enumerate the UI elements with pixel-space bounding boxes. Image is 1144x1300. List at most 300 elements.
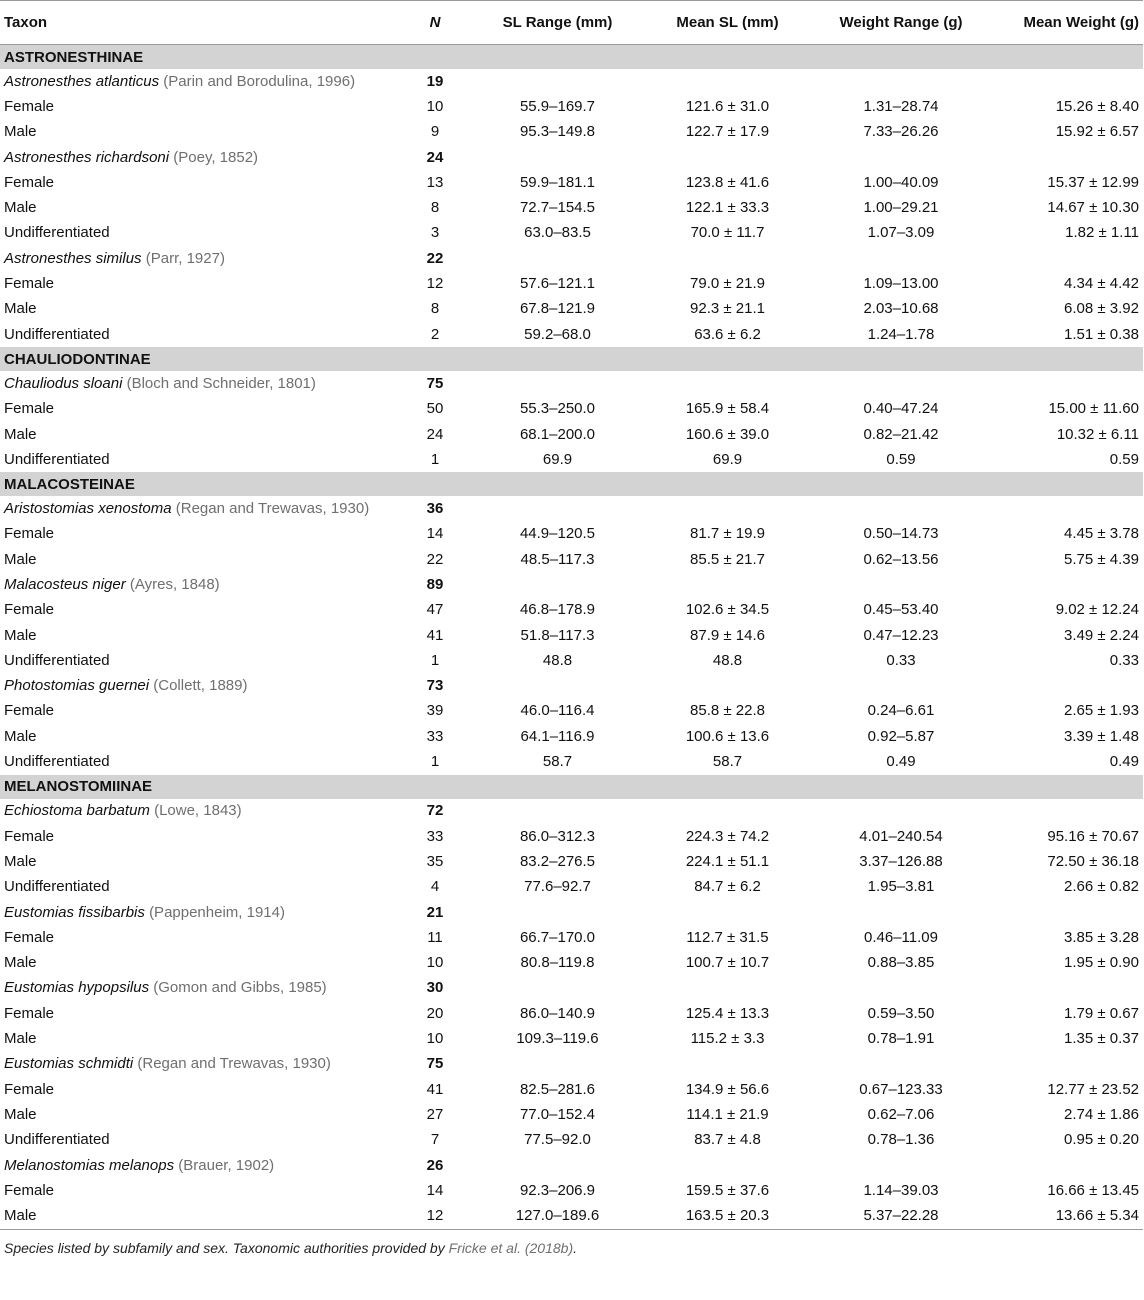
n-value: 1 (430, 651, 440, 669)
species-cell (0, 572, 395, 597)
species-authority: (Gomon and Gibbs, 1985) (153, 979, 327, 997)
sl-range-value: 59.2–68.0 (524, 325, 591, 343)
sl-range-value: 64.1–116.9 (520, 727, 595, 745)
mean-sl-value: 115.2 ± 3.3 (690, 1030, 765, 1048)
species-n: 89 (426, 575, 444, 593)
empty-cell (640, 1153, 815, 1178)
sex-row (0, 1128, 1143, 1153)
mean-weight-value: 15.26 ± 8.40 (1055, 97, 1139, 115)
mean-weight-value: 10.32 ± 6.11 (1056, 425, 1139, 443)
mean-sl-value: 84.7 ± 6.2 (694, 878, 761, 896)
mean-weight-value: 3.85 ± 3.28 (1064, 928, 1139, 946)
weight-range-value: 0.24–6.61 (867, 702, 935, 720)
sex-row (0, 447, 1143, 472)
header-weight-range: Weight Range (g) (815, 1, 987, 45)
sex-label: Undifferentiated (4, 1131, 110, 1149)
mean-sl-value: 122.7 ± 17.9 (685, 123, 770, 141)
sex-label: Female (4, 97, 55, 115)
sl-range-value: 58.7 (542, 753, 573, 771)
weight-range-value: 0.88–3.85 (867, 954, 935, 972)
sex-row (0, 598, 1143, 623)
species-cell (0, 1153, 395, 1178)
empty-cell (815, 246, 987, 271)
mean-sl-value: 69.9 (712, 450, 743, 468)
weight-range-value: 7.33–26.26 (863, 123, 939, 141)
mean-sl-value: 92.3 ± 21.1 (690, 300, 765, 318)
mean-sl-value: 85.5 ± 21.7 (690, 550, 765, 568)
subfamily-row (0, 347, 1143, 371)
sl-range-value: 57.6–121.1 (519, 275, 596, 293)
sex-row (0, 824, 1143, 849)
weight-range-value: 1.00–40.09 (863, 173, 939, 191)
sex-row (0, 397, 1143, 422)
mean-weight-value: 13.66 ± 5.34 (1055, 1207, 1139, 1225)
n-value: 13 (426, 173, 444, 191)
empty-cell (640, 799, 815, 824)
mean-sl-value: 79.0 ± 21.9 (690, 275, 765, 293)
sex-label: Female (4, 601, 55, 619)
weight-range-value: 1.31–28.74 (863, 97, 939, 115)
mean-weight-value: 1.35 ± 0.37 (1064, 1030, 1139, 1048)
empty-cell (987, 900, 1143, 925)
species-authority: (Parr, 1927) (145, 249, 225, 267)
sex-label: Male (4, 626, 37, 644)
species-name: Eustomias schmidti (4, 1055, 134, 1073)
mean-weight-value: 4.34 ± 4.42 (1064, 275, 1139, 293)
species-n: 75 (426, 374, 444, 392)
mean-sl-value: 83.7 ± 4.8 (694, 1131, 761, 1149)
mean-weight-value: 0.95 ± 0.20 (1064, 1131, 1139, 1149)
sl-range-value: 77.0–152.4 (519, 1105, 596, 1123)
empty-cell (815, 69, 987, 94)
species-authority: (Regan and Trewavas, 1930) (137, 1055, 331, 1073)
subfamily-row (0, 45, 1143, 70)
subfamily-row (0, 472, 1143, 496)
mean-weight-value: 0.33 (1109, 651, 1139, 669)
sl-range-value: 67.8–121.9 (519, 300, 596, 318)
weight-range-value: 1.00–29.21 (863, 199, 939, 217)
n-value: 41 (426, 626, 444, 644)
sex-label: Undifferentiated (4, 878, 110, 896)
empty-cell (987, 496, 1143, 521)
sex-row (0, 195, 1143, 220)
sl-range-value: 46.8–178.9 (519, 601, 596, 619)
n-value: 11 (427, 928, 443, 946)
mean-weight-value: 0.59 (1109, 450, 1139, 468)
weight-range-value: 1.07–3.09 (867, 224, 935, 242)
species-n: 22 (426, 249, 444, 267)
mean-weight-value: 15.37 ± 12.99 (1047, 173, 1139, 191)
sex-row (0, 875, 1143, 900)
mean-weight-value: 1.79 ± 0.67 (1064, 1004, 1139, 1022)
weight-range-value: 0.78–1.91 (867, 1030, 935, 1048)
mean-sl-value: 48.8 (712, 651, 743, 669)
species-row (0, 246, 1143, 271)
n-value: 2 (430, 325, 440, 343)
footnote-text: Species listed by subfamily and sex. Taxonomic authorities provided by (4, 1239, 449, 1256)
empty-cell (640, 674, 815, 699)
n-value: 39 (426, 702, 444, 720)
weight-range-value: 0.50–14.73 (863, 525, 939, 543)
empty-cell (987, 976, 1143, 1001)
sl-range-value: 44.9–120.5 (519, 525, 596, 543)
n-value: 41 (426, 1080, 444, 1098)
sex-label: Undifferentiated (4, 325, 110, 343)
n-value: 12 (426, 1207, 444, 1225)
sl-range-value: 92.3–206.9 (519, 1181, 596, 1199)
weight-range-value: 0.78–1.36 (867, 1131, 935, 1149)
sex-row (0, 1077, 1143, 1102)
mean-sl-value: 85.8 ± 22.8 (690, 702, 765, 720)
sl-range-value: 86.0–312.3 (519, 827, 596, 845)
sex-label: Female (4, 702, 55, 720)
species-cell (0, 799, 395, 824)
weight-range-value: 5.37–22.28 (863, 1207, 939, 1225)
n-value: 8 (430, 300, 440, 318)
mean-weight-value: 1.82 ± 1.11 (1065, 224, 1139, 242)
mean-sl-value: 112.7 ± 31.5 (686, 928, 769, 946)
sl-range-value: 66.7–170.0 (519, 928, 596, 946)
sex-label: Female (4, 827, 55, 845)
empty-cell (640, 496, 815, 521)
species-cell (0, 371, 395, 396)
sex-label: Female (4, 400, 55, 418)
n-value: 14 (426, 1181, 444, 1199)
empty-cell (815, 1052, 987, 1077)
mean-sl-value: 159.5 ± 37.6 (685, 1181, 770, 1199)
weight-range-value: 0.62–7.06 (867, 1105, 935, 1123)
footnote-citation-link[interactable]: Fricke et al. (2018b) (448, 1239, 574, 1256)
sl-range-value: 77.6–92.7 (524, 878, 591, 896)
n-value: 4 (430, 878, 440, 896)
n-value: 22 (426, 550, 444, 568)
weight-range-value: 2.03–10.68 (863, 300, 939, 318)
empty-cell (815, 572, 987, 597)
mean-weight-value: 9.02 ± 12.24 (1055, 601, 1139, 619)
header-taxon: Taxon (0, 1, 395, 45)
weight-range-value: 0.67–123.33 (859, 1080, 943, 1098)
species-cell (0, 246, 395, 271)
species-name: Astronesthes atlanticus (4, 72, 160, 90)
sex-label: Undifferentiated (4, 753, 110, 771)
species-row (0, 674, 1143, 699)
sl-range-value: 55.9–169.7 (519, 97, 596, 115)
table-body (0, 45, 1143, 1229)
species-name: Astronesthes richardsoni (4, 148, 170, 166)
species-name: Malacosteus niger (4, 575, 126, 593)
empty-cell (815, 145, 987, 170)
sl-range-value: 95.3–149.8 (519, 123, 596, 141)
empty-cell (987, 145, 1143, 170)
species-authority: (Lowe, 1843) (154, 802, 242, 820)
sex-row (0, 322, 1143, 347)
empty-cell (815, 1153, 987, 1178)
sex-label: Undifferentiated (4, 651, 110, 669)
sex-row (0, 749, 1143, 774)
subfamily-row (0, 775, 1143, 799)
mean-sl-value: 163.5 ± 20.3 (685, 1207, 770, 1225)
empty-cell (475, 674, 640, 699)
species-row (0, 1153, 1143, 1178)
species-authority: (Collett, 1889) (153, 677, 248, 695)
weight-range-value: 0.47–12.23 (863, 626, 939, 644)
sex-label: Male (4, 123, 37, 141)
species-name: Melanostomias melanops (4, 1156, 175, 1174)
species-n: 24 (426, 148, 444, 166)
species-row (0, 900, 1143, 925)
sex-label: Male (4, 852, 37, 870)
species-n: 21 (426, 903, 444, 921)
sl-range-value: 83.2–276.5 (519, 852, 596, 870)
empty-cell (640, 246, 815, 271)
table-footnote (0, 1229, 1143, 1256)
empty-cell (475, 371, 640, 396)
mean-weight-value: 15.00 ± 11.60 (1048, 400, 1139, 418)
sex-row (0, 724, 1143, 749)
species-n: 36 (426, 500, 444, 518)
weight-range-value: 0.40–47.24 (863, 400, 939, 418)
species-authority: (Regan and Trewavas, 1930) (175, 500, 370, 518)
species-row (0, 1052, 1143, 1077)
empty-cell (475, 572, 640, 597)
sl-range-value: 77.5–92.0 (524, 1131, 591, 1149)
species-authority: (Pappenheim, 1914) (149, 903, 285, 921)
sex-row (0, 623, 1143, 648)
empty-cell (815, 674, 987, 699)
n-value: 1 (430, 450, 440, 468)
sex-row (0, 925, 1143, 950)
empty-cell (640, 145, 815, 170)
mean-sl-value: 165.9 ± 58.4 (685, 400, 770, 418)
empty-cell (640, 900, 815, 925)
empty-cell (987, 674, 1143, 699)
empty-cell (640, 572, 815, 597)
subfamily-name: ASTRONESTHINAE (0, 45, 1143, 70)
weight-range-value: 0.46–11.09 (864, 928, 938, 946)
mean-sl-value: 63.6 ± 6.2 (694, 325, 761, 343)
sex-row (0, 951, 1143, 976)
empty-cell (987, 572, 1143, 597)
sex-row (0, 522, 1143, 547)
species-name: Echiostoma barbatum (4, 802, 150, 820)
sex-row (0, 1178, 1143, 1203)
empty-cell (987, 371, 1143, 396)
sl-range-value: 127.0–189.6 (515, 1207, 600, 1225)
species-name: Eustomias hypopsilus (4, 979, 150, 997)
mean-weight-value: 2.65 ± 1.93 (1064, 702, 1139, 720)
n-value: 20 (426, 1004, 444, 1022)
sex-row (0, 547, 1143, 572)
footnote-end: . (573, 1239, 577, 1256)
sl-range-value: 48.5–117.3 (520, 550, 595, 568)
mean-sl-value: 125.4 ± 13.3 (685, 1004, 770, 1022)
mean-weight-value: 2.66 ± 0.82 (1064, 878, 1139, 896)
sex-label: Male (4, 550, 37, 568)
empty-cell (815, 900, 987, 925)
n-value: 10 (426, 97, 444, 115)
n-value: 35 (426, 852, 444, 870)
empty-cell (640, 69, 815, 94)
species-cell (0, 496, 395, 521)
n-value: 10 (426, 954, 444, 972)
sl-range-value: 48.8 (542, 651, 573, 669)
n-value: 14 (426, 525, 444, 543)
species-n: 19 (426, 72, 444, 90)
species-n: 72 (426, 802, 444, 820)
sex-row (0, 648, 1143, 673)
empty-cell (815, 496, 987, 521)
mean-weight-value: 3.39 ± 1.48 (1064, 727, 1139, 745)
species-authority: (Poey, 1852) (173, 148, 259, 166)
species-name: Aristostomias xenostoma (4, 500, 172, 518)
species-row (0, 145, 1143, 170)
sl-range-value: 68.1–200.0 (519, 425, 596, 443)
sex-row (0, 297, 1143, 322)
mean-sl-value: 87.9 ± 14.6 (690, 626, 765, 644)
mean-sl-value: 100.6 ± 13.6 (685, 727, 770, 745)
weight-range-value: 0.92–5.87 (867, 727, 935, 745)
sex-label: Male (4, 954, 37, 972)
mean-weight-value: 15.92 ± 6.57 (1055, 123, 1139, 141)
n-value: 9 (430, 123, 440, 141)
mean-sl-value: 160.6 ± 39.0 (685, 425, 770, 443)
mean-sl-value: 114.1 ± 21.9 (686, 1105, 769, 1123)
n-value: 33 (426, 727, 444, 745)
n-value: 12 (426, 275, 444, 293)
sl-range-value: 109.3–119.6 (516, 1030, 599, 1048)
sex-row (0, 94, 1143, 119)
sl-range-value: 46.0–116.4 (520, 702, 595, 720)
mean-sl-value: 58.7 (712, 753, 743, 771)
empty-cell (475, 1153, 640, 1178)
empty-cell (987, 1153, 1143, 1178)
mean-sl-value: 100.7 ± 10.7 (685, 954, 770, 972)
mean-weight-value: 5.75 ± 4.39 (1064, 550, 1139, 568)
weight-range-value: 1.95–3.81 (867, 878, 935, 896)
sex-label: Female (4, 1004, 55, 1022)
sex-label: Male (4, 300, 37, 318)
mean-sl-value: 121.6 ± 31.0 (685, 97, 770, 115)
empty-cell (475, 246, 640, 271)
mean-weight-value: 6.08 ± 3.92 (1064, 300, 1139, 318)
mean-sl-value: 70.0 ± 11.7 (690, 224, 765, 242)
empty-cell (640, 1052, 815, 1077)
sex-row (0, 1203, 1143, 1228)
sex-row (0, 1001, 1143, 1026)
sex-label: Male (4, 1207, 37, 1225)
n-value: 24 (426, 425, 444, 443)
species-name: Chauliodus sloani (4, 374, 123, 392)
species-name: Eustomias fissibarbis (4, 903, 145, 921)
weight-range-value: 1.24–1.78 (867, 325, 935, 343)
n-value: 7 (430, 1131, 440, 1149)
mean-weight-value: 1.95 ± 0.90 (1064, 954, 1139, 972)
weight-range-value: 3.37–126.88 (859, 852, 943, 870)
species-n: 73 (426, 677, 444, 695)
subfamily-name: CHAULIODONTINAE (0, 347, 1143, 371)
sex-label: Female (4, 1080, 55, 1098)
subfamily-name: MALACOSTEINAE (0, 472, 1143, 496)
species-name: Photostomias guernei (4, 677, 150, 695)
mean-weight-value: 4.45 ± 3.78 (1064, 525, 1139, 543)
empty-cell (815, 371, 987, 396)
species-cell (0, 69, 395, 94)
mean-weight-value: 72.50 ± 36.18 (1047, 852, 1139, 870)
empty-cell (987, 799, 1143, 824)
mean-sl-value: 122.1 ± 33.3 (685, 199, 770, 217)
sex-row (0, 271, 1143, 296)
sl-range-value: 69.9 (542, 450, 573, 468)
species-cell (0, 674, 395, 699)
empty-cell (815, 799, 987, 824)
empty-cell (475, 1052, 640, 1077)
species-cell (0, 1052, 395, 1077)
sex-label: Undifferentiated (4, 224, 110, 242)
empty-cell (475, 496, 640, 521)
species-authority: (Parin and Borodulina, 1996) (163, 72, 356, 90)
sex-label: Female (4, 928, 55, 946)
species-n: 75 (426, 1055, 444, 1073)
sex-row (0, 221, 1143, 246)
sl-range-value: 51.8–117.3 (520, 626, 595, 644)
weight-range-value: 0.59 (886, 450, 916, 468)
sex-label: Male (4, 727, 37, 745)
weight-range-value: 0.82–21.42 (863, 425, 939, 443)
sex-row (0, 120, 1143, 145)
species-authority: (Ayres, 1848) (129, 575, 220, 593)
empty-cell (987, 1052, 1143, 1077)
sex-label: Female (4, 1181, 55, 1199)
sex-label: Male (4, 199, 37, 217)
sl-range-value: 80.8–119.8 (520, 954, 595, 972)
mean-sl-value: 102.6 ± 34.5 (685, 601, 770, 619)
mean-weight-value: 12.77 ± 23.52 (1047, 1080, 1139, 1098)
empty-cell (987, 69, 1143, 94)
sex-row (0, 1026, 1143, 1051)
species-row (0, 69, 1143, 94)
n-value: 47 (426, 601, 444, 619)
weight-range-value: 0.59–3.50 (867, 1004, 935, 1022)
weight-range-value: 1.14–39.03 (863, 1181, 939, 1199)
mean-sl-value: 224.1 ± 51.1 (685, 852, 770, 870)
sex-row (0, 699, 1143, 724)
species-n: 30 (426, 979, 444, 997)
weight-range-value: 0.33 (886, 651, 916, 669)
species-n: 26 (426, 1156, 444, 1174)
sex-label: Male (4, 425, 37, 443)
species-row (0, 496, 1143, 521)
species-row (0, 371, 1143, 396)
mean-weight-value: 0.49 (1109, 753, 1139, 771)
species-row (0, 572, 1143, 597)
empty-cell (640, 976, 815, 1001)
mean-weight-value: 2.74 ± 1.86 (1064, 1105, 1139, 1123)
sex-label: Male (4, 1030, 37, 1048)
sex-row (0, 422, 1143, 447)
sex-label: Female (4, 525, 55, 543)
empty-cell (475, 145, 640, 170)
empty-cell (475, 69, 640, 94)
n-value: 50 (426, 400, 444, 418)
empty-cell (987, 246, 1143, 271)
mean-sl-value: 224.3 ± 74.2 (685, 827, 770, 845)
mean-weight-value: 95.16 ± 70.67 (1047, 827, 1139, 845)
weight-range-value: 0.62–13.56 (863, 550, 939, 568)
species-authority: (Brauer, 1902) (178, 1156, 275, 1174)
sex-label: Female (4, 275, 55, 293)
sex-label: Female (4, 173, 55, 191)
sl-range-value: 55.3–250.0 (519, 400, 596, 418)
